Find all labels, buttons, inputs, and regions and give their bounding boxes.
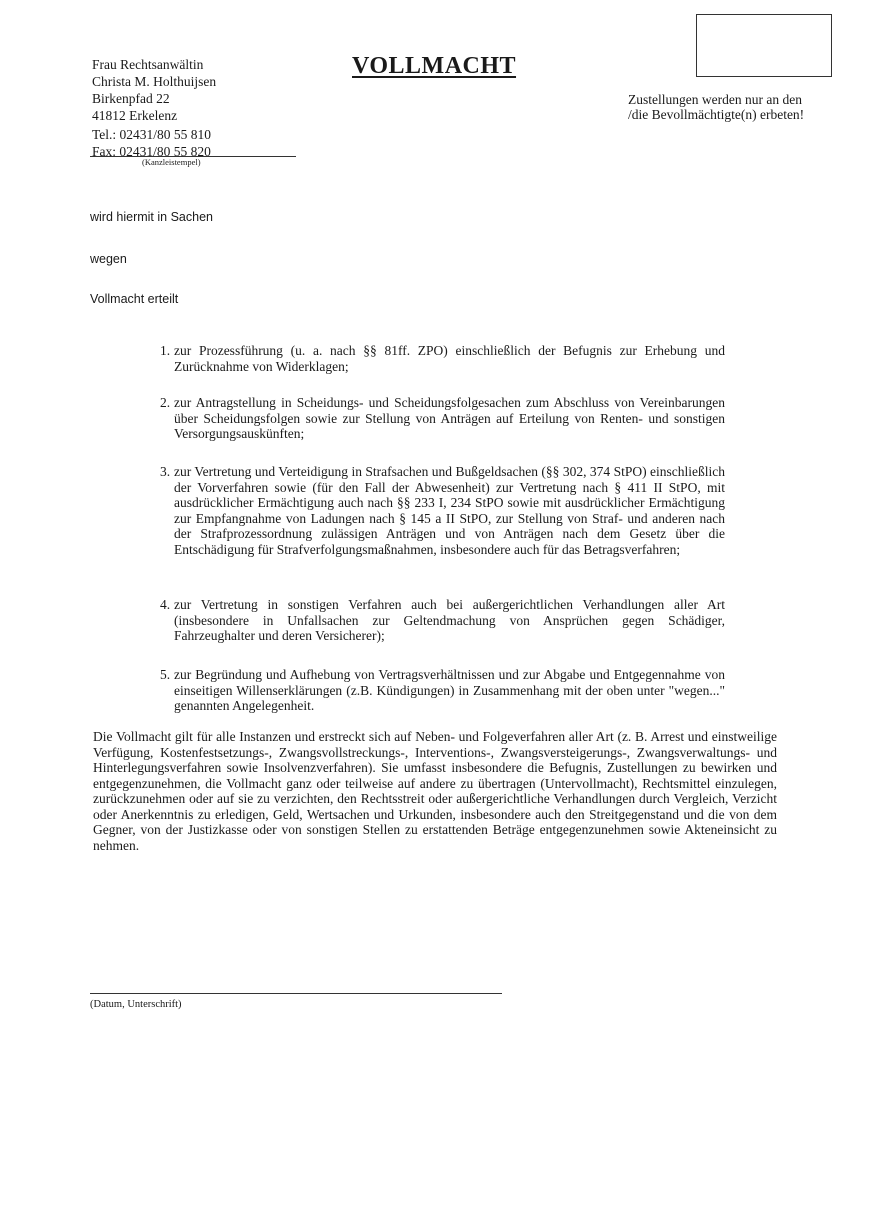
document-title: VOLLMACHT — [352, 53, 517, 79]
item-text: zur Vertretung in sonstigen Verfahren auch bei außergerichtlichen Verhandlungen aller Art (insbesondere in Unfallsachen zur Geltendmachung von Ansprüchen gegen Schädiger, Fahrzeughalter und deren Versicherer); — [174, 597, 725, 643]
sender-line: Tel.: 02431/80 55 810 — [92, 127, 212, 142]
sender-address — [92, 56, 216, 160]
regarding-label: wegen — [90, 252, 127, 266]
stamp-label: (Kanzleistempel) — [142, 157, 201, 167]
item-number: 4. — [160, 597, 171, 612]
item-number: 2. — [160, 395, 171, 410]
sender-line: 41812 Erkelenz — [92, 108, 178, 123]
list-item — [160, 667, 725, 714]
list-item — [160, 395, 725, 442]
delivery-note — [628, 92, 804, 122]
list-item — [160, 597, 725, 644]
delivery-note-line: Zustellungen werden nur an den — [628, 92, 802, 107]
item-text: zur Vertretung und Verteidigung in Strafsachen und Bußgeldsachen (§§ 302, 374 StPO) einschließlich der Vorverfahren sowie (für den Fall der Abwesenheit) zur Vertretung nach § 411 II StPO, mit ausdrücklicher Ermächtigung auch nach §§ 233 I, 234 StPO sowie mit ausdrücklicher Ermächtigung zur Empfangnahme von Ladungen nach § 145 a II StPO, zur Stellung von Straf- und anderen nach der Strafprozessordnung zulässigen Anträgen und von Anträgen nach dem Gesetz über die Entschädigung für Strafverfolgungsmaßnahmen, insbesondere auch für das Betragsverfahren; — [174, 464, 725, 557]
item-text: zur Antragstellung in Scheidungs- und Scheidungsfolgesachen zum Abschluss von Vereinbarungen über Scheidungsfolgen sowie zur Stellung von Anträgen auf Erteilung von Renten- und sonstigen Versorgungsauskünften; — [174, 395, 725, 441]
delivery-note-line: /die Bevollmächtigte(n) erbeten! — [628, 107, 805, 122]
item-text: zur Prozessführung (u. a. nach §§ 81ff. ZPO) einschließlich der Befugnis zur Erhebung und Zurücknahme von Widerklagen; — [174, 343, 725, 374]
item-number: 3. — [160, 464, 171, 479]
scope-paragraph: Die Vollmacht gilt für alle Instanzen und erstreckt sich auf Neben- und Folgeverfahren aller Art (z. B. Arrest und einstweilige Verfügung, Kostenfestsetzungs-, Zwangsvollstreckungs-, Interventions-, Zwangsversteigerungs-, Zwangsverwaltungs- und Hinterlegungsverfahren sowie Insolvenzverfahren). Sie umfasst insbesondere die Befugnis, Zustellungen zu bewirken und entgegenzunehmen, die Vollmacht ganz oder teilweise auf andere zu übertragen (Untervollmacht), Rechtsmittel einzulegen, zurückzunehmen oder auf sie zu verzichten, den Rechtsstreit oder außergerichtliche Verhandlungen durch Vergleich, Verzicht oder Anerkenntnis zu erledigen, Geld, Wertsachen und Urkunden, insbesondere auch den Streitgegenstand und die von dem Gegner, von der Justizkasse oder von sonstigen Stellen zu erstattenden Beträge entgegenzunehmen sowie Akteneinsicht zu nehmen. — [93, 729, 777, 853]
sender-line: Birkenpfad 22 — [92, 91, 170, 106]
signature-line — [90, 993, 502, 994]
sender-line: Christa M. Holthuijsen — [92, 74, 217, 89]
list-item — [160, 464, 725, 557]
item-text: zur Begründung und Aufhebung von Vertragsverhältnissen und zur Abgabe und Entgegennahme von einseitigen Willenserklärungen (z.B. Kündigungen) in Zusammenhang mit der oben unter "wegen..." genannten Angelegenheit. — [174, 667, 725, 713]
sender-line: Fax: 02431/80 55 820 — [92, 144, 211, 159]
matter-label: wird hiermit in Sachen — [90, 210, 213, 224]
item-number: 5. — [160, 667, 171, 682]
granted-label: Vollmacht erteilt — [90, 292, 179, 306]
sender-line: Frau Rechtsanwältin — [92, 57, 204, 72]
list-item — [160, 343, 725, 374]
signature-label: (Datum, Unterschrift) — [90, 999, 182, 1010]
item-number: 1. — [160, 343, 171, 358]
stamp-box — [696, 14, 832, 77]
